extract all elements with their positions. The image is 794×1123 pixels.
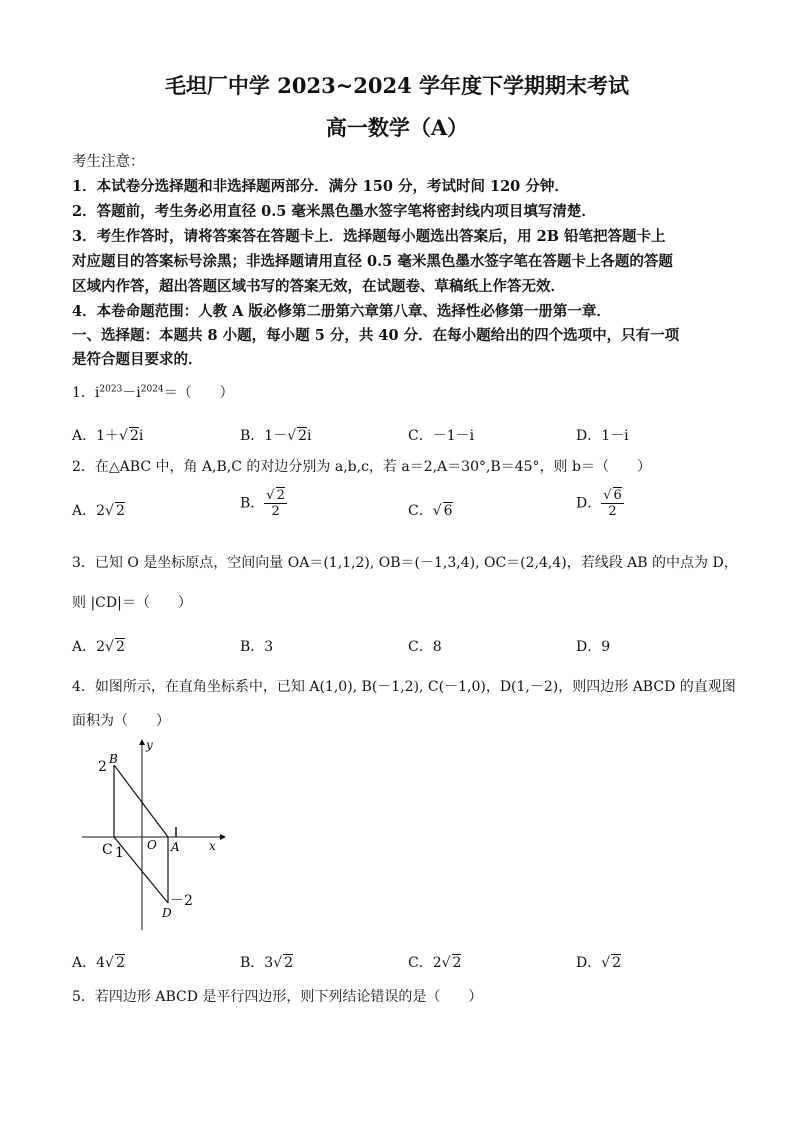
q1-option-c[interactable]: C．－1－i: [408, 428, 475, 444]
question-3-stem: 3．已知 O 是坐标原点，空间向量 OA＝(1,1,2), OB＝(－1,3,4), OC＝(2,4,4)，若线段 AB 的中点为 D，: [72, 555, 738, 571]
label-a: A: [171, 840, 180, 854]
label-o: O: [147, 838, 157, 852]
notice-item: 区域内作答，超出答题区域书写的答案无效，在试题卷、草稿纸上作答无效．: [72, 278, 565, 295]
label-y: y: [146, 738, 153, 752]
question-4-stem-2: 面积为（ ）: [72, 713, 170, 729]
question-1-stem: 1．$i^{2023}-i^{2024}=$（ ）: [72, 384, 234, 401]
q3-option-d[interactable]: D．9: [576, 639, 611, 655]
notice-item: 1．本试卷分选择题和非选择题两部分．满分 150 分，考试时间 120 分钟．: [72, 178, 569, 195]
q2-option-a[interactable]: A．2√ 2: [72, 503, 125, 519]
question-5-stem: 5．若四边形 ABCD 是平行四边形，则下列结论错误的是（ ）: [72, 989, 483, 1005]
handwritten-neg2: －2: [170, 893, 193, 909]
coordinate-figure: [72, 735, 232, 940]
section-heading: 是符合题目要求的．: [72, 351, 203, 368]
q2-option-d[interactable]: D． $\frac{√ 6}{2}$: [576, 488, 622, 519]
exam-subtitle: 高一数学（A）: [325, 115, 469, 140]
notice-item: 2．答题前，考生务必用直径 0.5 毫米黑色墨水签字笔将密封线内项目填写清楚．: [72, 203, 596, 220]
label-b: B: [109, 752, 118, 766]
q3-option-c[interactable]: C．8: [408, 639, 442, 655]
x-arrow: [220, 834, 226, 840]
q4-option-b[interactable]: B．3√ 2: [240, 955, 294, 971]
section-heading: 一、选择题：本题共 8 小题，每小题 5 分，共 40 分．在每小题给出的四个选项中，只有一项: [72, 327, 680, 344]
q2-option-b[interactable]: B． $\frac{√ 2}{2}$: [240, 488, 285, 519]
label-d: D: [162, 906, 172, 920]
q4-option-d[interactable]: D．√ 2: [576, 955, 622, 971]
q1-option-d[interactable]: D．1－i: [576, 428, 629, 444]
notice-item: 3．考生作答时，请将答案答在答题卡上．选择题每小题选出答案后，用 2B 铅笔把答题卡上: [72, 228, 666, 245]
q1-option-b[interactable]: B．1－√ 2i: [240, 428, 312, 444]
q1-option-a[interactable]: A．1＋√ 2i: [72, 428, 144, 444]
y-arrow: [139, 739, 145, 745]
handwritten-1: 1: [115, 845, 124, 861]
question-2-stem: 2．在△ABC 中，角 A,B,C 的对边分别为 a,b,c，若 a＝2,A＝30°,B＝45°，则 b＝（ ）: [72, 459, 651, 475]
q2-option-c[interactable]: C．√ 6: [408, 503, 453, 519]
label-x: x: [209, 839, 216, 853]
edge-ba: [114, 765, 168, 837]
notice-item: 对应题目的答案标号涂黑；非选择题请用直径 0.5 毫米黑色墨水签字笔在答题卡上各题的答题: [72, 253, 673, 270]
q3-option-b[interactable]: B．3: [240, 639, 274, 655]
notice-item: 4．本卷命题范围：人教 A 版必修第二册第六章第八章、选择性必修第一册第一章．: [72, 303, 611, 320]
q4-option-a[interactable]: A．4√ 2: [72, 955, 125, 971]
exam-title: 毛坦厂中学 2023~2024 学年度下学期期末考试: [164, 73, 630, 98]
handwritten-2: 2: [98, 759, 107, 775]
question-4-stem: 4．如图所示，在直角坐标系中，已知 A(1,0), B(－1,2), C(－1,0)，D(1,－2)，则四边形 ABCD 的直观图: [72, 679, 736, 695]
label-c: C: [102, 842, 113, 858]
q4-option-c[interactable]: C．2√ 2: [408, 955, 462, 971]
question-3-stem-2: 则 |CD|＝（ ）: [72, 595, 192, 611]
notice-heading: 考生注意：: [72, 154, 145, 170]
q3-option-a[interactable]: A．2√ 2: [72, 639, 125, 655]
